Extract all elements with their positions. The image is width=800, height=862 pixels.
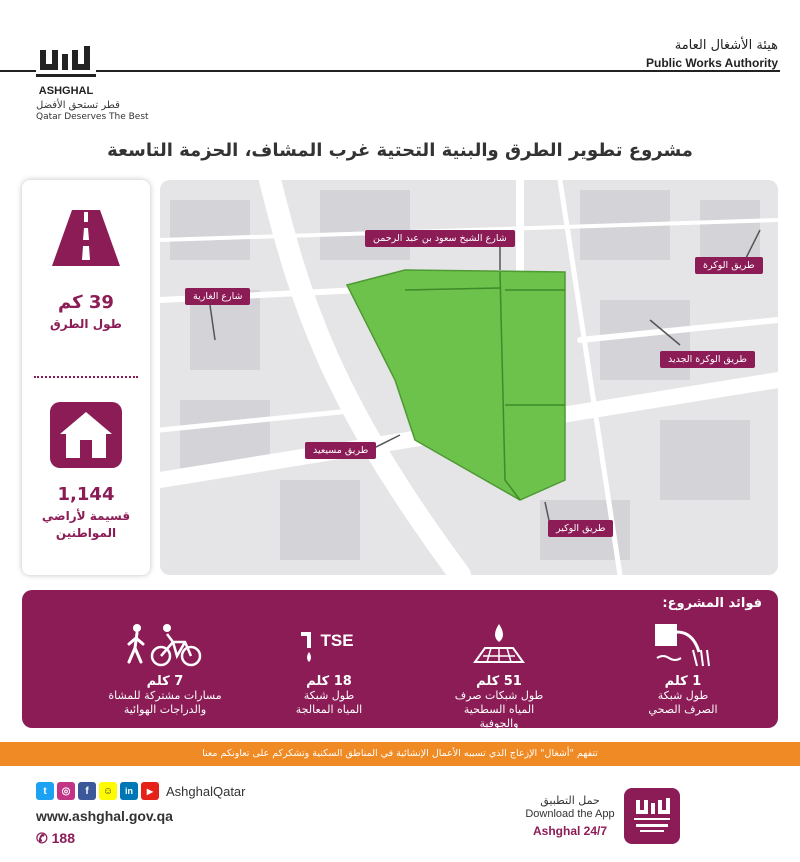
road-length-label: طول الطرق [50, 317, 122, 331]
logo-name: ASHGHAL [38, 85, 94, 97]
authority-name-ar: هيئة الأشغال العامة [674, 38, 778, 53]
label-new-wakra-road: طريق الوكرة الجديد [660, 351, 755, 368]
project-map [160, 180, 778, 575]
app-name[interactable]: Ashghal 24/7 [532, 824, 608, 838]
benefit-tse [244, 620, 414, 717]
download-app-ar: حمل التطبيق [540, 794, 600, 807]
page-title: مشروع تطوير الطرق والبنية التحتية غرب المشاف، الحزمة التاسعة [107, 140, 693, 161]
website-link[interactable]: www.ashghal.gov.qa [36, 808, 173, 824]
benefit-drainage-label: طول شبكات صرف المياه السطحية والجوفية [454, 689, 544, 730]
phone-icon: ✆ [36, 830, 52, 846]
benefits-panel [22, 590, 778, 728]
benefit-sewer-label: طول شبكة الصرف الصحي [648, 689, 718, 716]
ashghal-logo [36, 44, 96, 104]
stats-card [22, 180, 150, 575]
logo-tagline-ar: قطر تستحق الأفضل [36, 100, 120, 111]
benefit-drainage [414, 620, 584, 731]
sewer-icon [653, 622, 713, 668]
label-mesaieed-road: طريق مسيعيد [305, 442, 376, 459]
app-icon[interactable] [624, 788, 680, 844]
download-app-en: Download the App [525, 808, 615, 820]
tse-icon [297, 622, 361, 668]
road-icon [52, 210, 120, 266]
drainage-icon [469, 622, 529, 668]
twitter-icon[interactable]: t [36, 782, 54, 800]
label-wukair-road: طريق الوكير [548, 520, 613, 537]
benefit-shared-paths-label: مسارات مشتركة للمشاة والدراجات الهوائية [108, 689, 222, 716]
social-links [36, 782, 246, 800]
youtube-icon[interactable]: ▶ [141, 782, 159, 800]
ashghal-app-logo-icon [624, 788, 680, 844]
benefit-tse-value: 18 كلم [306, 674, 352, 689]
benefit-sewer [598, 620, 768, 717]
hotline[interactable] [36, 830, 75, 847]
benefits-title: فوائد المشروع: [662, 596, 762, 611]
logo-tagline-en: Qatar Deserves The Best [36, 112, 149, 122]
facebook-icon[interactable]: f [78, 782, 96, 800]
social-handle[interactable]: AshghalQatar [166, 783, 246, 799]
label-ghariya-street: شارع الغارية [185, 288, 250, 305]
road-length-value: 39 كم [58, 292, 114, 313]
apology-banner: تتفهم "أشغال" الإزعاج الذي تسببه الأعمال الإنشائية في المناطق السكنية وتشكركم على تعاونكم معنا [0, 742, 800, 766]
tse-icon-text: TSE [320, 631, 354, 650]
instagram-icon[interactable]: ◎ [57, 782, 75, 800]
linkedin-icon[interactable]: in [120, 782, 138, 800]
header-rule [0, 70, 780, 72]
snapchat-icon[interactable]: ☺ [99, 782, 117, 800]
divider [34, 376, 138, 378]
pedestrian-bicycle-icon [125, 622, 205, 668]
benefit-shared-paths [80, 620, 250, 717]
plots-value: 1,144 [57, 484, 115, 505]
benefit-drainage-value: 51 كلم [476, 674, 522, 689]
label-sheikh-saud-street: شارع الشيخ سعود بن عبد الرحمن [365, 230, 515, 247]
header [0, 0, 800, 125]
plots-label: قسيمة لأراضي المواطنين [41, 509, 131, 540]
benefit-sewer-value: 1 كلم [664, 674, 702, 689]
house-icon [50, 402, 122, 468]
phone-number: 188 [51, 830, 75, 846]
label-wakra-road: طريق الوكرة [695, 257, 763, 274]
authority-name-en: Public Works Authority [645, 56, 778, 70]
benefit-shared-paths-value: 7 كلم [146, 674, 184, 689]
benefit-tse-label: طول شبكة المياه المعالجة [295, 689, 363, 716]
